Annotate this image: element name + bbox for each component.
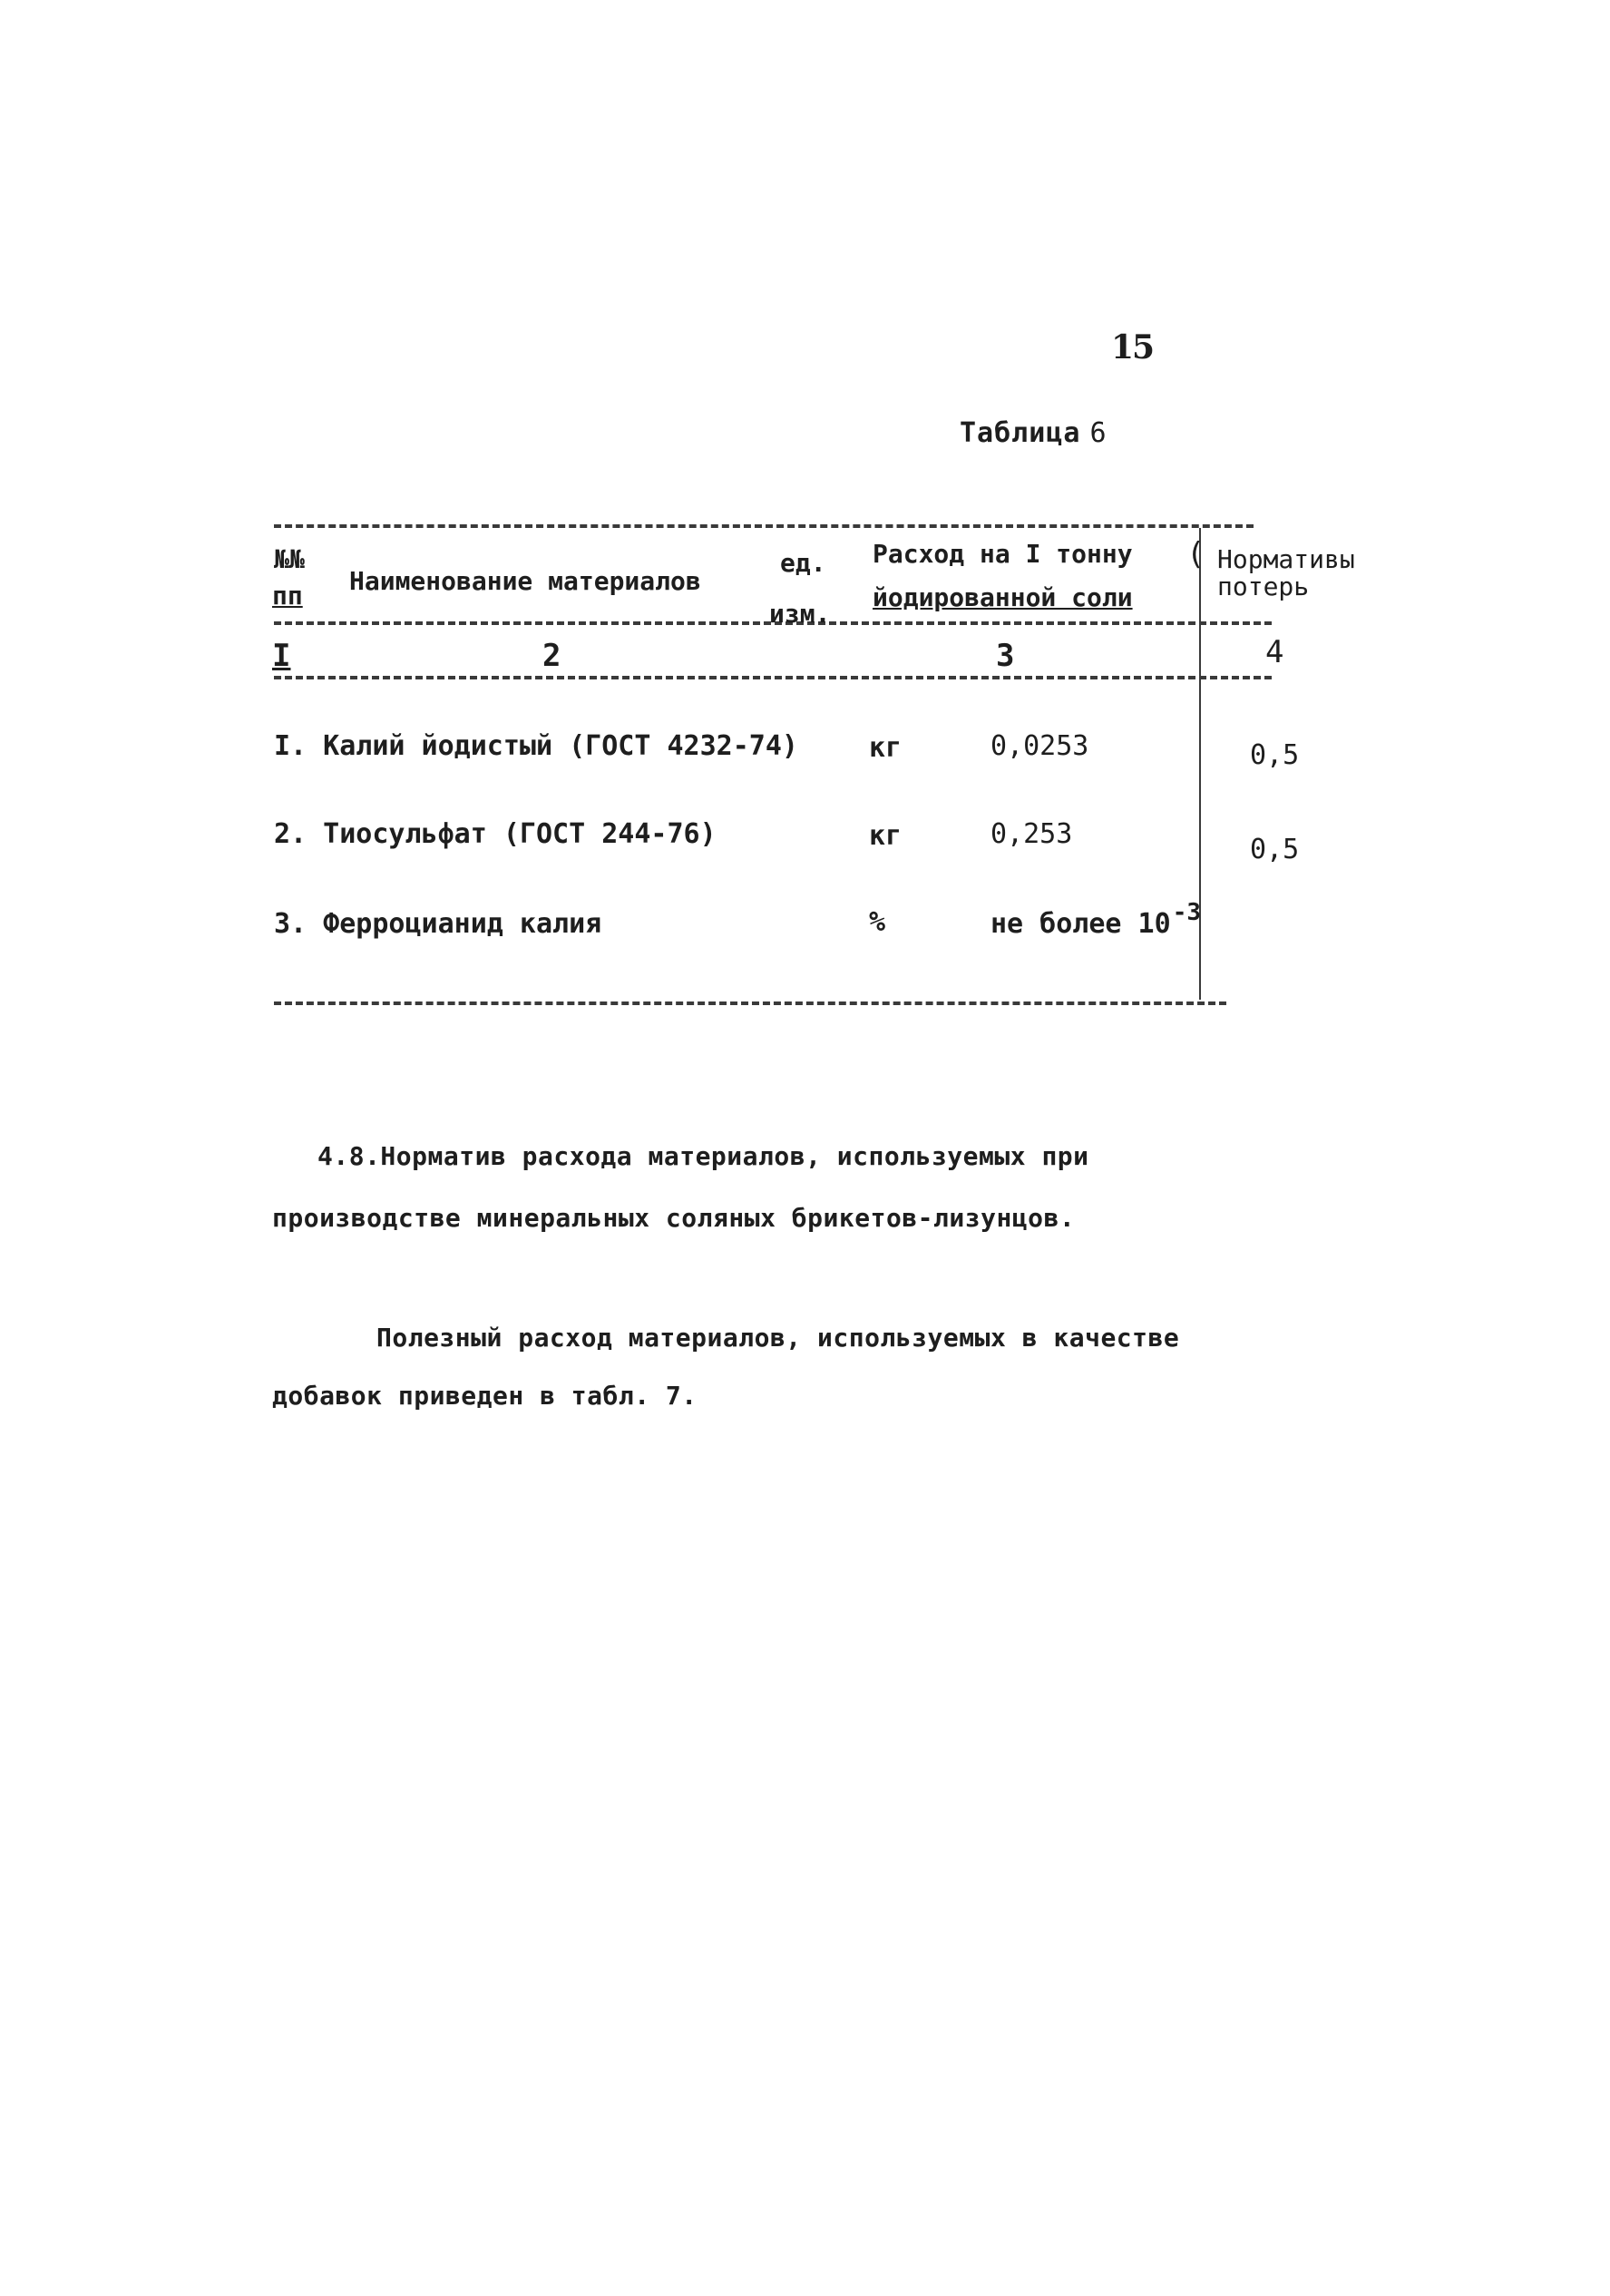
header-material-name: Наименование материалов — [349, 566, 701, 596]
header-consumption-line1: Расход на I тонну — [873, 539, 1133, 569]
header-unit-line1: ед. — [780, 548, 826, 578]
column-number-2: 2 — [542, 638, 561, 674]
row-2-unit: кг — [869, 820, 903, 852]
row-3-consumption-base: не более 10 — [990, 908, 1171, 940]
header-norm-line1: Нормативы — [1217, 544, 1355, 574]
column-number-3: 3 — [996, 638, 1015, 674]
row-2-material: 2. Тиосульфат (ГОСТ 244-76) — [274, 818, 717, 850]
header-num-line2: пп — [272, 581, 303, 611]
row-1-unit: кг — [869, 732, 903, 764]
row-2-consumption: 0,253 — [990, 818, 1073, 850]
header-bracket: ( — [1186, 536, 1205, 572]
table-top-rule — [274, 524, 1254, 528]
header-unit-line2: изм. — [769, 599, 831, 629]
row-1-consumption: 0,0253 — [990, 730, 1089, 762]
note-paragraph-line-1: Полезный расход материалов, используемых в качестве — [376, 1323, 1180, 1353]
row-3-material: 3. Ферроцианид калия — [274, 908, 602, 940]
row-2-norm: 0,5 — [1250, 834, 1300, 865]
table-title-number: 6 — [1089, 417, 1107, 449]
header-norm-line2: потерь — [1217, 572, 1310, 601]
table-bottom-rule — [274, 1001, 1226, 1005]
row-3-consumption — [990, 899, 1201, 941]
row-3-consumption-exponent: -3 — [1172, 899, 1201, 926]
note-paragraph-line-2: добавок приведен в табл. 7. — [272, 1381, 698, 1411]
table-title-word: Таблица — [960, 417, 1081, 449]
header-num-line1: №№ — [274, 544, 305, 574]
row-3-unit: % — [869, 906, 886, 938]
table-title — [960, 417, 1107, 449]
row-1-material: I. Калий йодистый (ГОСТ 4232-74) — [274, 730, 798, 762]
paragraph-4-8-line-1: 4.8.Норматив расхода материалов, используемых при — [317, 1141, 1089, 1171]
column-number-4: 4 — [1265, 634, 1284, 670]
paragraph-4-8-line-2: производстве минеральных соляных брикетов-лизунцов. — [272, 1203, 1076, 1233]
column-number-1: I — [272, 638, 291, 674]
column-number-rule — [274, 676, 1272, 679]
row-1-norm: 0,5 — [1250, 739, 1300, 771]
page-number: 15 — [1111, 328, 1154, 366]
header-consumption-line2: йодированной соли — [873, 582, 1133, 612]
